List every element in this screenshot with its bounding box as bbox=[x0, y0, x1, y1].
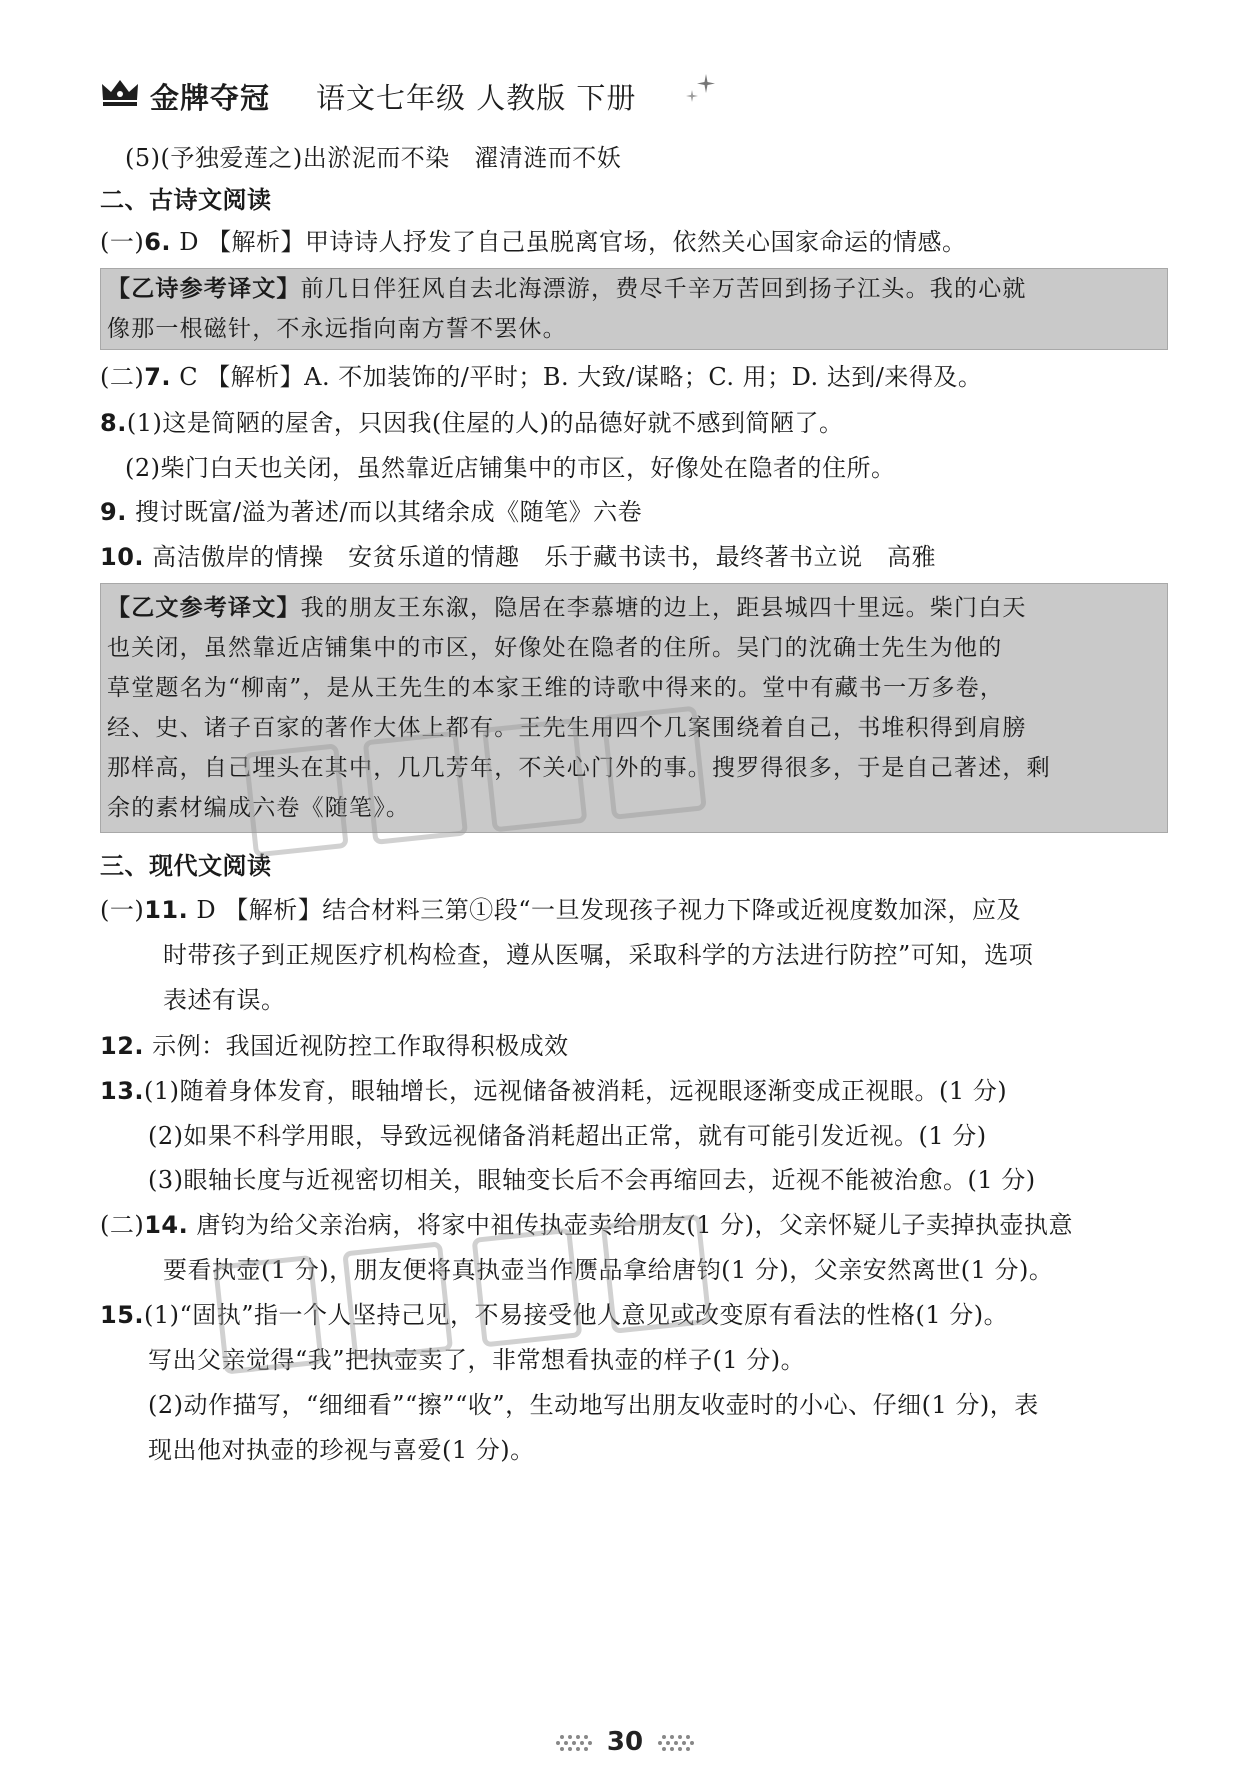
q11-number: 11. bbox=[144, 896, 189, 924]
q9-text: 搜讨既富/溢为著述/而以其绪余成《随笔》六卷 bbox=[126, 498, 643, 526]
box2-line-5: 那样高，自己埋头在其中，几几芳年，不关心门外的事。搜罗得很多，于是自己著述，剩 bbox=[107, 755, 1051, 781]
sparkle-icon bbox=[680, 70, 720, 110]
dots-right-icon bbox=[656, 1732, 696, 1752]
answer-q8-2: (2)柴门白天也关闭，虽然靠近店铺集中的市区，好像处在隐者的住所。 bbox=[125, 454, 896, 482]
watermark-mark-2 bbox=[200, 1210, 760, 1380]
q13-number: 13. bbox=[100, 1077, 145, 1105]
answer-q15-line-2: 写出父亲觉得“我”把执壶卖了，非常想看执壶的样子(1 分)。 bbox=[148, 1346, 806, 1374]
q12-text: 示例：我国近视防控工作取得积极成效 bbox=[144, 1032, 569, 1060]
q9-number: 9. bbox=[100, 498, 127, 526]
box2-line-2: 也关闭，虽然靠近店铺集中的市区，好像处在隐者的住所。吴门的沈确士先生为他的 bbox=[107, 635, 1003, 661]
answer-q13-3: (3)眼轴长度与近视密切相关，眼轴变长后不会再缩回去，近视不能被治愈。(1 分) bbox=[148, 1166, 1036, 1194]
q15-text: (1)“固执”指一个人坚持己见，不易接受他人意见或改变原有看法的性格(1 分)。 bbox=[144, 1301, 1009, 1329]
answer-q12 bbox=[100, 1026, 569, 1066]
box1-line-1 bbox=[107, 269, 1027, 309]
page-number: 30 bbox=[606, 1727, 644, 1757]
answer-q8 bbox=[100, 403, 844, 443]
answer-q11-line-2: 时带孩子到正规医疗机构检查，遵从医嘱，采取科学的方法进行防控”可知，选项 bbox=[163, 941, 1034, 969]
section-heading-2: 二、古诗文阅读 bbox=[100, 186, 272, 214]
answer-q7 bbox=[100, 357, 982, 397]
answer-line-5: (5)(予独爱莲之)出淤泥而不染 濯清涟而不妖 bbox=[125, 144, 622, 172]
answer-q15-3: (2)动作描写，“细细看”“擦”“收”，生动地写出朋友收壶时的小心、仔细(1 分)，表 bbox=[148, 1391, 1039, 1419]
answer-q10 bbox=[100, 537, 936, 577]
answer-q15-line-4: 现出他对执壶的珍视与喜爱(1 分)。 bbox=[148, 1436, 535, 1464]
box2-title: 【乙文参考译文】 bbox=[107, 595, 301, 621]
q13-text: (1)随着身体发育，眼轴增长，远视储备被消耗，远视眼逐渐变成正视眼。(1 分) bbox=[144, 1077, 1008, 1105]
answer-q13-2: (2)如果不科学用眼，导致远视储备消耗超出正常，就有可能引发近视。(1 分) bbox=[148, 1122, 987, 1150]
q8-number: 8. bbox=[100, 409, 127, 437]
answer-q14-line-2: 要看执壶(1 分)，朋友便将真执壶当作赝品拿给唐钧(1 分)，父亲安然离世(1 分)。 bbox=[163, 1256, 1054, 1284]
answer-q11 bbox=[100, 890, 1021, 930]
q6-number: 6. bbox=[144, 228, 172, 256]
q14-prefix: (二) bbox=[100, 1211, 145, 1239]
section-heading-3: 三、现代文阅读 bbox=[100, 852, 272, 880]
q10-text: 高洁傲岸的情操 安贫乐道的情趣 乐于藏书读书，最终著书立说 高雅 bbox=[144, 543, 937, 571]
q7-number: 7. bbox=[144, 363, 172, 391]
q14-text: 唐钧为给父亲治病，将家中祖传执壶卖给朋友(1 分)，父亲怀疑儿子卖掉执壶执意 bbox=[188, 1211, 1074, 1239]
q11-text: D 【解析】结合材料三第①段“一旦发现孩子视力下降或近视度数加深，应及 bbox=[188, 896, 1022, 924]
box2-line-6: 余的素材编成六卷《随笔》。 bbox=[107, 795, 411, 821]
answer-q9 bbox=[100, 492, 642, 532]
page-footer bbox=[0, 1727, 1250, 1757]
box1-text-1: 前几日伴狂风自去北海漂游，费尽千辛万苦回到扬子江头。我的心就 bbox=[300, 276, 1027, 302]
box2-text-1: 我的朋友王东溆，隐居在李慕塘的边上，距县城四十里远。柴门白天 bbox=[300, 595, 1027, 621]
answer-q13 bbox=[100, 1071, 1007, 1111]
box1-title: 【乙诗参考译文】 bbox=[107, 276, 301, 302]
q11-prefix: (一) bbox=[100, 896, 145, 924]
answer-q11-line-3: 表述有误。 bbox=[163, 986, 286, 1014]
q7-text: C 【解析】A. 不加装饰的/平时；B. 大致/谋略；C. 用；D. 达到/来得及。 bbox=[171, 363, 983, 391]
crown-icon bbox=[100, 78, 140, 108]
q6-text: D 【解析】甲诗诗人抒发了自己虽脱离官场，依然关心国家命运的情感。 bbox=[171, 228, 967, 256]
q12-number: 12. bbox=[100, 1032, 145, 1060]
answer-q6 bbox=[100, 222, 967, 262]
dots-left-icon bbox=[554, 1732, 594, 1752]
q10-number: 10. bbox=[100, 543, 145, 571]
q6-prefix: (一) bbox=[100, 228, 145, 256]
watermark-mark-1 bbox=[230, 700, 750, 860]
q14-number: 14. bbox=[144, 1211, 189, 1239]
box2-line-1 bbox=[107, 588, 1027, 628]
page-header bbox=[100, 68, 1160, 118]
book-subject: 语文七年级 人教版 下册 bbox=[316, 81, 637, 115]
q8-text: (1)这是简陋的屋舍，只因我(住屋的人)的品德好就不感到简陋了。 bbox=[126, 409, 844, 437]
box1-line-2: 像那一根磁针，不永远指向南方誓不罢休。 bbox=[107, 316, 567, 342]
box2-line-3: 草堂题名为“柳南”，是从王先生的本家王维的诗歌中得来的。堂中有藏书一万多卷， bbox=[107, 675, 1005, 701]
brand-title: 金牌夺冠 bbox=[150, 81, 271, 115]
box2-line-4: 经、史、诸子百家的著作大体上都有。王先生用四个几案围绕着自己，书堆积得到肩膀 bbox=[107, 715, 1027, 741]
q7-prefix: (二) bbox=[100, 363, 145, 391]
q15-number: 15. bbox=[100, 1301, 145, 1329]
translation-box-poem bbox=[100, 268, 1168, 350]
